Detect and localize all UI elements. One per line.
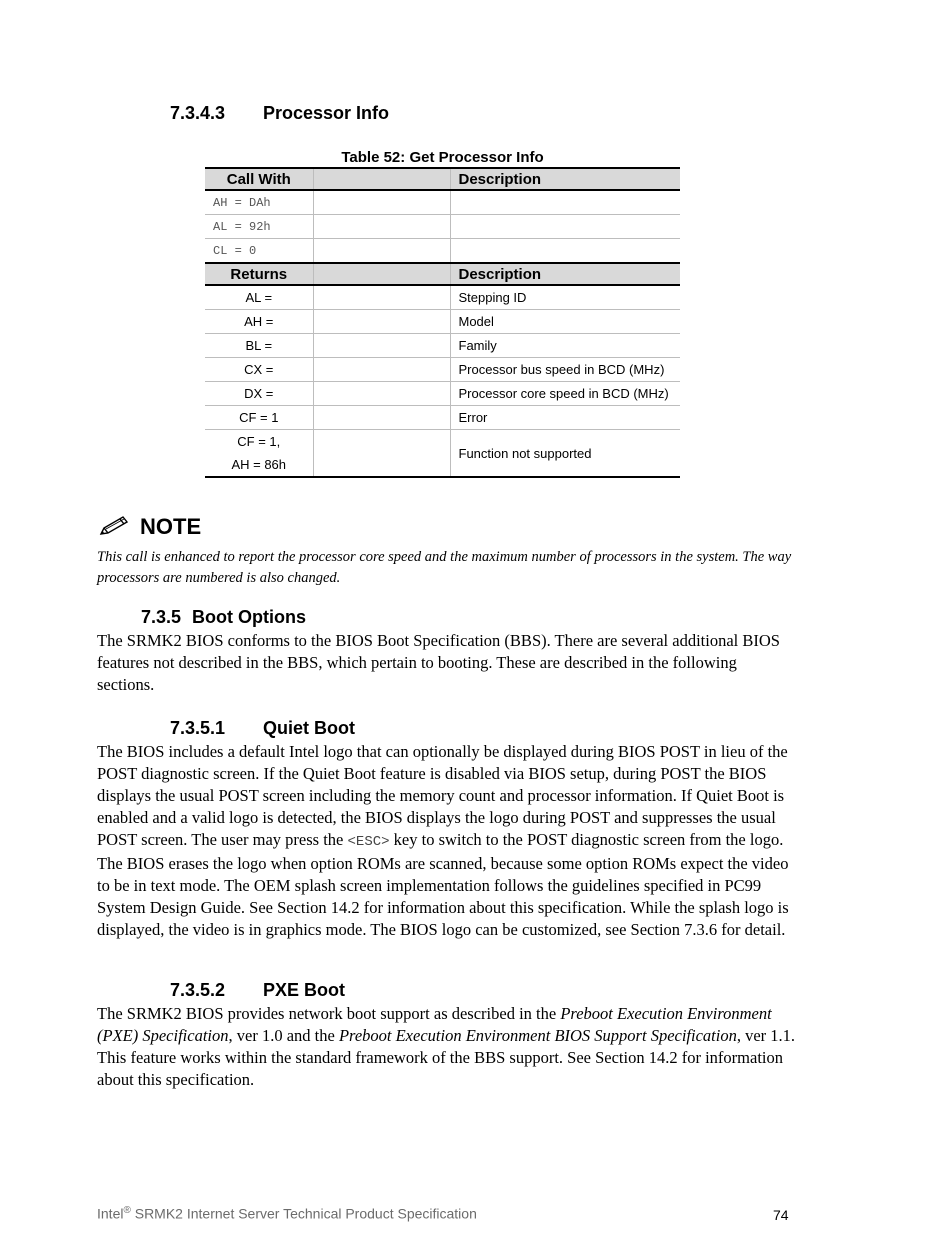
empty-header-cell <box>313 168 450 190</box>
section-heading-7343 <box>170 103 389 124</box>
processor-info-table <box>205 167 680 478</box>
return-description: Error <box>450 406 680 430</box>
table-row <box>205 215 680 239</box>
section-heading-7352 <box>170 980 345 1001</box>
return-description: Family <box>450 334 680 358</box>
return-description: Function not supported <box>450 430 680 478</box>
return-value: AH = <box>205 310 313 334</box>
section-number: 7.3.5.2 <box>170 980 226 1000</box>
table-row <box>205 239 680 264</box>
section-number: 7.3.4.3 <box>170 103 226 123</box>
paragraph-text: The SRMK2 BIOS provides network boot support as described in the <box>97 1004 557 1023</box>
page-number: 74 <box>773 1207 789 1223</box>
return-value <box>205 430 313 478</box>
note-heading <box>98 514 201 540</box>
empty-header-cell <box>313 263 450 285</box>
return-value-line: AH = 86h <box>231 457 287 472</box>
call-with-value: AL = 92h <box>205 215 313 239</box>
description-header: Description <box>450 263 680 285</box>
footer-brand: Intel <box>97 1205 124 1222</box>
section-number: 7.3.5 <box>141 607 182 627</box>
section-heading-7351 <box>170 718 355 739</box>
section-title: PXE Boot <box>263 980 346 1000</box>
pxe-boot-paragraph <box>97 1003 797 1091</box>
spec-reference: Preboot Execution Environment (PXE) Specification <box>97 1004 772 1045</box>
section-title: Quiet Boot <box>263 718 355 738</box>
returns-header: Returns <box>205 263 313 285</box>
table-row <box>205 382 680 406</box>
return-value: CX = <box>205 358 313 382</box>
section-number: 7.3.5.1 <box>170 718 226 738</box>
quiet-boot-paragraph <box>97 741 797 941</box>
table-row <box>205 430 680 478</box>
table-row <box>205 358 680 382</box>
table-row <box>205 334 680 358</box>
call-with-header-row <box>205 168 680 190</box>
spec-reference: Preboot Execution Environment BIOS Support Specification <box>338 1026 737 1045</box>
return-description: Processor core speed in BCD (MHz) <box>450 382 680 406</box>
note-title: NOTE <box>140 514 202 539</box>
return-description: Model <box>450 310 680 334</box>
table-row <box>205 310 680 334</box>
table-caption: Table 52: Get Processor Info <box>341 149 544 166</box>
registered-mark: ® <box>123 1205 131 1216</box>
return-description: Stepping ID <box>450 285 680 310</box>
pencil-icon <box>98 515 130 537</box>
note-text-line: This call is enhanced to report the processor core speed and the maximum number of processors in the system. The way <box>97 549 792 565</box>
table-row <box>205 190 680 215</box>
return-value-line: CF = 1, <box>237 434 281 449</box>
call-with-header: Call With <box>205 168 313 190</box>
table-row <box>205 285 680 310</box>
paragraph-text: key to switch to the POST diagnostic screen from the logo. The BIOS erases the logo when option ROMs are scanned, because some option ROMs expect the video to be in text mode. The OEM splash screen implementation follows the guidelines specified in PC99 System Design Guide. See Section 14.2 for information about this specification. While the splash logo is displayed, the video is in graphics mode. The BIOS logo can be customized, see Section 7.3.6 for detail. <box>97 830 789 939</box>
boot-options-paragraph: The SRMK2 BIOS conforms to the BIOS Boot Specification (BBS). There are several additional BIOS features not described in the BBS, which pertain to booting. These are described in the following sections. <box>97 631 780 694</box>
paragraph-text: , ver 1.1. This feature works within the standard framework of the BBS support. See Section 14.2 for information about this specification. <box>97 1026 796 1089</box>
description-header: Description <box>450 168 680 190</box>
section-heading-735 <box>141 607 306 628</box>
table-row <box>205 406 680 430</box>
footer-document-title: SRMK2 Internet Server Technical Product Specification <box>130 1205 477 1222</box>
paragraph-text: The BIOS includes a default Intel logo that can optionally be displayed during BIOS POST in lieu of the POST diagnostic screen. If the Quiet Boot feature is disabled via BIOS setup, during POST the BIOS displays the usual POST screen including the memory count and processor information. If Quiet Boot is enabled and a valid logo is detected, the BIOS displays the logo during POST and suppresses the usual POST screen. The user may press the <box>97 742 788 849</box>
return-value: DX = <box>205 382 313 406</box>
paragraph-text: , ver 1.0 and the <box>228 1026 335 1045</box>
return-value: BL = <box>205 334 313 358</box>
section-title: Processor Info <box>263 103 390 123</box>
section-title: Boot Options <box>192 607 306 627</box>
returns-header-row <box>205 263 680 285</box>
return-value: CF = 1 <box>205 406 313 430</box>
footer-title <box>97 1205 477 1222</box>
return-description: Processor bus speed in BCD (MHz) <box>450 358 680 382</box>
return-value: AL = <box>205 285 313 310</box>
note-text-line: processors are numbered is also changed. <box>97 570 341 586</box>
note-text <box>97 547 797 589</box>
call-with-value: AH = DAh <box>205 190 313 215</box>
call-with-value: CL = 0 <box>205 239 313 264</box>
esc-key-text: <ESC> <box>347 834 390 850</box>
